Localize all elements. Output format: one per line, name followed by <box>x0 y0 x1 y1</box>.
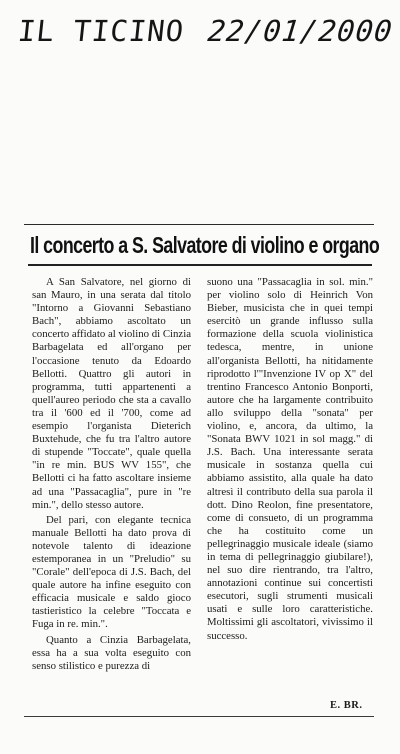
author-signature: E. BR. <box>330 700 363 711</box>
article-column-right <box>207 276 373 643</box>
article-title: Il concerto a S. Salvatore di violino e organo <box>30 232 380 259</box>
publication-name: IL TICINO <box>16 14 186 48</box>
paragraph: Del pari, con elegante tecnica manuale Bellotti ha dato prova di notevole talento di ideazione estemporanea in un "Preludio" su "Corale" dell'epoca di J.S. Bach, del quale autore ha infine eseguito con efficacia musicale e saldo gioco tastieristico la celebre "Toccata e Fuga in re. min.". <box>32 513 191 631</box>
article-column-left <box>32 276 191 673</box>
clipping-bottom-edge <box>24 716 374 717</box>
clipping-top-edge <box>24 224 374 225</box>
publication-date: 22/01/2000 <box>206 14 395 48</box>
paragraph: Quanto a Cinzia Barbagelata, essa ha a sua volta eseguito con senso stilistico e purezza di <box>32 633 191 672</box>
title-rule <box>28 264 372 266</box>
paragraph: A San Salvatore, nel giorno di san Mauro, in una serata dal titolo "Intorno a Giovanni Sebastiano Bach", abbiamo ascoltato un concerto affidato al violino di Cinzia Barbagelata ed all'organo per l'occasione tenuto da Edoardo Bellotti. Quattro gli autori in programma, tutti appartenenti a quell'aureo periodo che sta a cavallo tra il '600 ed il '700, come ad esempio l'organista Dieterich Buxtehude, che fu tra l'altro autore di stupende "Toccate", quale quella "in re min. BUS WV 155", che Bellotti ci ha fatto ascoltare insieme ad una "Passacaglia", pure in "re min.", dello stesso autore. <box>32 276 192 511</box>
paragraph: suono una "Passacaglia in sol. min." per violino solo di Heinrich Von Bieber, musicista che in quei tempi esercitò un grande influsso sulla formazione della scuola violinistica tedesca, mentre, in unione all'organista Bellotti, ha nitidamente riprodotto l'"Invenzione IV op X" del trentino Francesco Antonio Bonporti, autore che ha largamente contribuito allo sviluppo della "sonata" per violino, e, ancora, da ultimo, la "Sonata BWV 1021 in sol magg." di J.S. Bach. Una interessante serata musicale in sostanza quella cui abbiamo assistito, alla quale ha dato altresì il contributo della sua parola il dott. Dino Reolon, fine presentatore, come di consueto, di un programma che ha costituito come un pellegrinaggio musicale ideale (siamo in tema di pellegrinaggio giubilare!), nel suo dire rientrando, tra l'altro, annotazioni continue sui concertisti esecutori, sugli strumenti musicali usati e sulle loro caratteristiche. Moltissimi gli ascoltatori, vivissimo il successo. <box>207 276 373 642</box>
